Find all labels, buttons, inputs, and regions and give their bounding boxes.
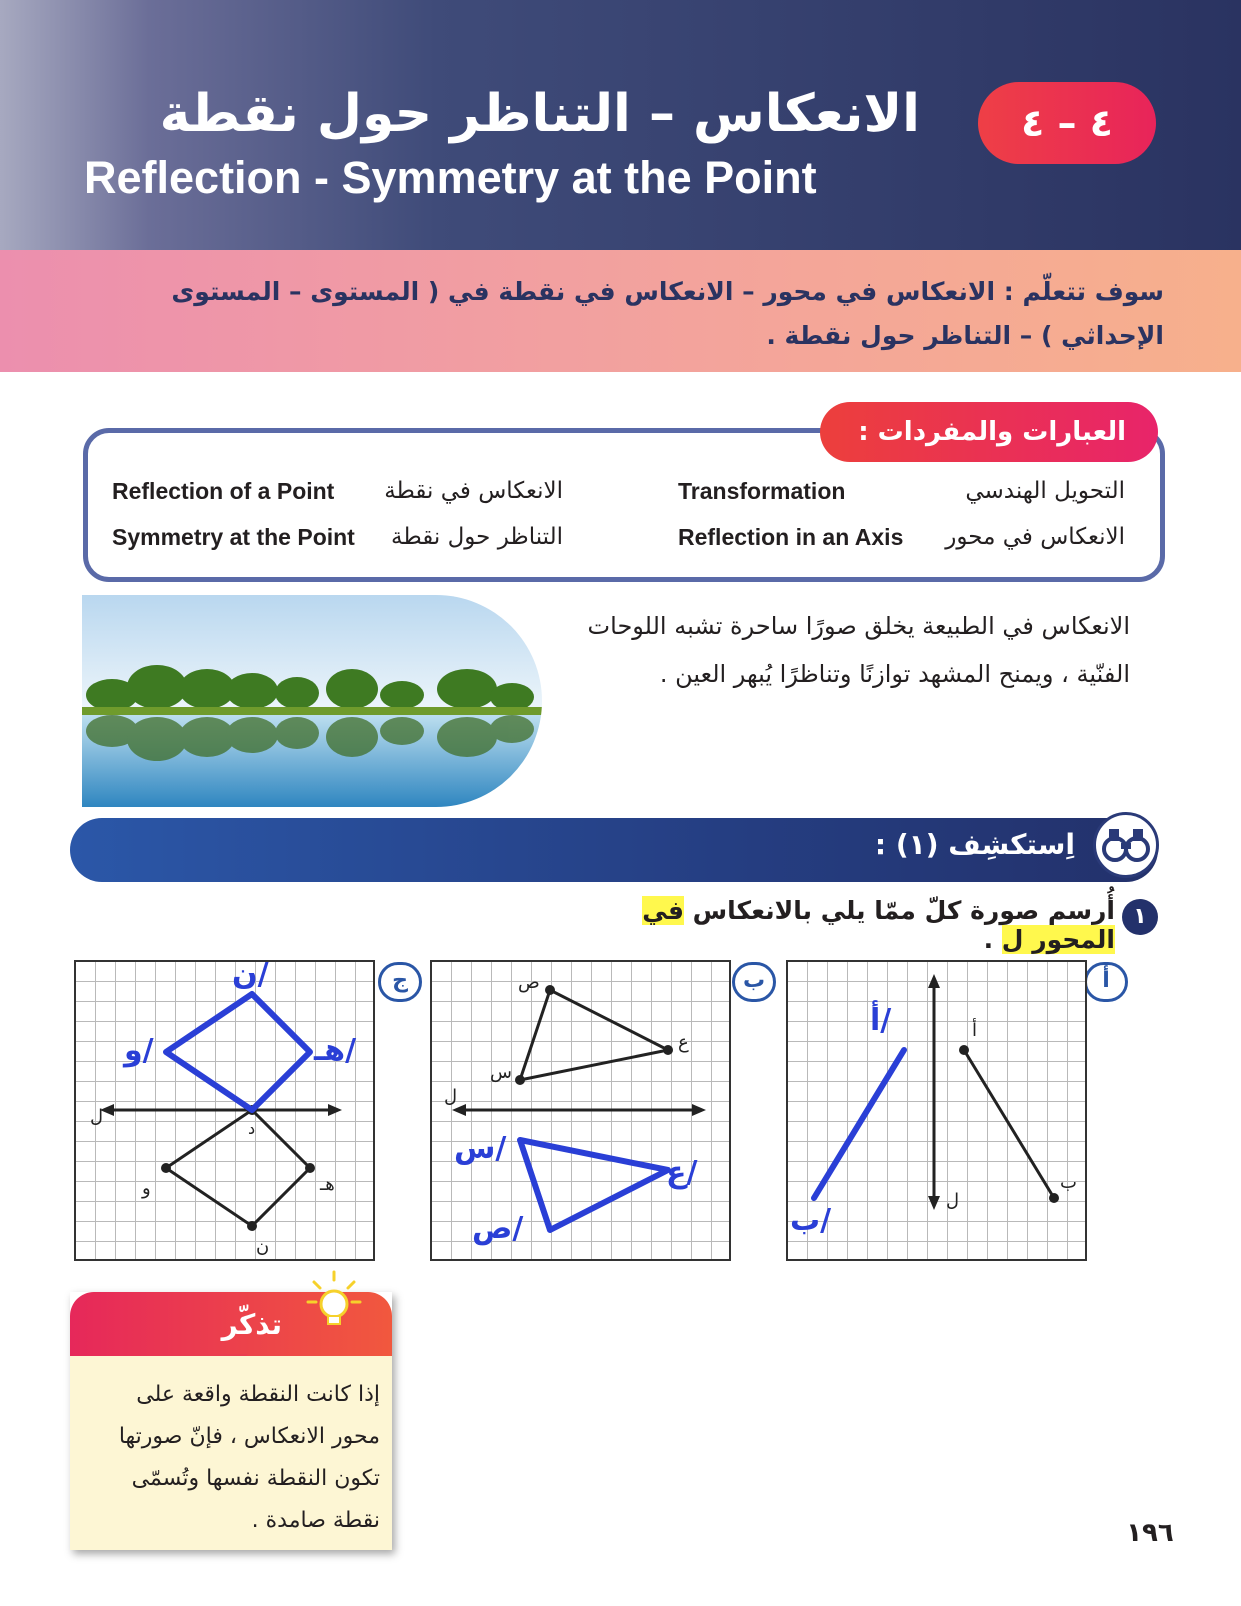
handwritten-segment-a [814, 1050, 904, 1198]
question-number: ١ [1122, 899, 1158, 935]
vocab-en-4: Symmetry at the Point [112, 524, 355, 550]
lesson-title-english: Reflection - Symmetry at the Point [84, 152, 817, 203]
point-d-label: د [248, 1119, 256, 1138]
point-s-label: س [490, 1062, 512, 1083]
point-a-label: أ [972, 1020, 978, 1041]
point-h [305, 1163, 315, 1173]
binoculars-icon [1093, 812, 1159, 878]
question-text-end: . [983, 925, 1002, 954]
segment-ab [964, 1050, 1054, 1198]
point-w-label: و [142, 1178, 151, 1199]
point-sad [545, 985, 555, 995]
point-n-label: ن [256, 1236, 270, 1257]
remember-box [70, 1292, 392, 1550]
handwritten-label-h: هـ/ [314, 1033, 357, 1068]
point-h-label: هـ [320, 1174, 335, 1195]
vocab-ar-3: الانعكاس في محور [945, 524, 1125, 550]
lightbulb-icon [306, 1270, 362, 1334]
quadrilateral-image [166, 994, 310, 1110]
point-sad-label: ص [518, 972, 540, 993]
page-number: ١٩٦ [1126, 1518, 1174, 1548]
panel-label-b: ب [732, 962, 776, 1002]
point-b [1049, 1193, 1059, 1203]
point-b-label: ب [1060, 1172, 1077, 1193]
axis-label-c: ل [90, 1106, 104, 1127]
quadrilateral-original [166, 1110, 310, 1226]
question-text-main: أُرسم صورة كلّ ممّا يلي بالانعكاس [683, 896, 1115, 925]
intro-paragraph: الانعكاس في الطبيعة يخلق صورًا ساحرة تشبه اللوحات الفنّية ، ويمنح المشهد توازنًا وتناظرًا يُبهر العين . [587, 612, 1130, 688]
panel-label-c: ج [378, 962, 422, 1002]
grid-panel-b [430, 960, 731, 1261]
vocab-ar-2: الانعكاس في نقطة [384, 478, 563, 504]
axis-label-a: ل [946, 1190, 960, 1211]
explore-label: اِستكشِف (١) : [874, 828, 1075, 861]
vocabulary-title: العبارات والمفردات : [820, 402, 1158, 462]
point-w [161, 1163, 171, 1173]
question-text-highlight: في المحور ل [642, 896, 1115, 954]
objectives-text: سوف تتعلّم : الانعكاس في محور – الانعكاس في نقطة في ( المستوى – المستوى الإحداثي ) – التناظر حول نقطة . [171, 277, 1164, 350]
point-ain [663, 1045, 673, 1055]
vocab-ar-4: التناظر حول نقطة [391, 524, 563, 550]
triangle-image [520, 1140, 668, 1230]
triangle-original [520, 990, 668, 1080]
point-n [247, 1221, 257, 1231]
lesson-title-arabic: الانعكاس – التناظر حول نقطة [159, 84, 920, 144]
handwritten-label-s: س/ [454, 1131, 507, 1166]
vocab-en-2: Reflection of a Point [112, 478, 335, 504]
vocab-en-3: Reflection in an Axis [678, 524, 904, 550]
vocab-ar-1: التحويل الهندسي [965, 478, 1125, 504]
point-ain-label: ع [678, 1032, 689, 1053]
lake-reflection-photo [82, 595, 542, 807]
grid-panel-a [786, 960, 1087, 1261]
handwritten-label-n: ن/ [232, 957, 269, 992]
handwritten-label-a: أ/ [870, 1003, 892, 1038]
point-a [959, 1045, 969, 1055]
grid-panel-c [74, 957, 375, 1261]
handwritten-label-b: ب/ [790, 1203, 832, 1238]
remember-text: إذا كانت النقطة واقعة على محور الانعكاس ، فإنّ صورتها تكون النقطة نفسها وتُسمّى نقطة صامدة . [118, 1382, 380, 1533]
vocab-en-1: Transformation [678, 478, 846, 504]
handwritten-label-ain: ع/ [666, 1155, 698, 1190]
handwritten-label-w: و/ [124, 1033, 154, 1068]
handwritten-label-sad: ص/ [472, 1211, 524, 1246]
axis-label-b: ل [444, 1086, 458, 1107]
remember-title: تذكّر [221, 1308, 282, 1341]
question-text [580, 896, 1115, 954]
panel-label-a: أ [1084, 962, 1128, 1002]
point-s [515, 1075, 525, 1085]
lesson-number-badge: ٤ – ٤ [978, 82, 1156, 164]
